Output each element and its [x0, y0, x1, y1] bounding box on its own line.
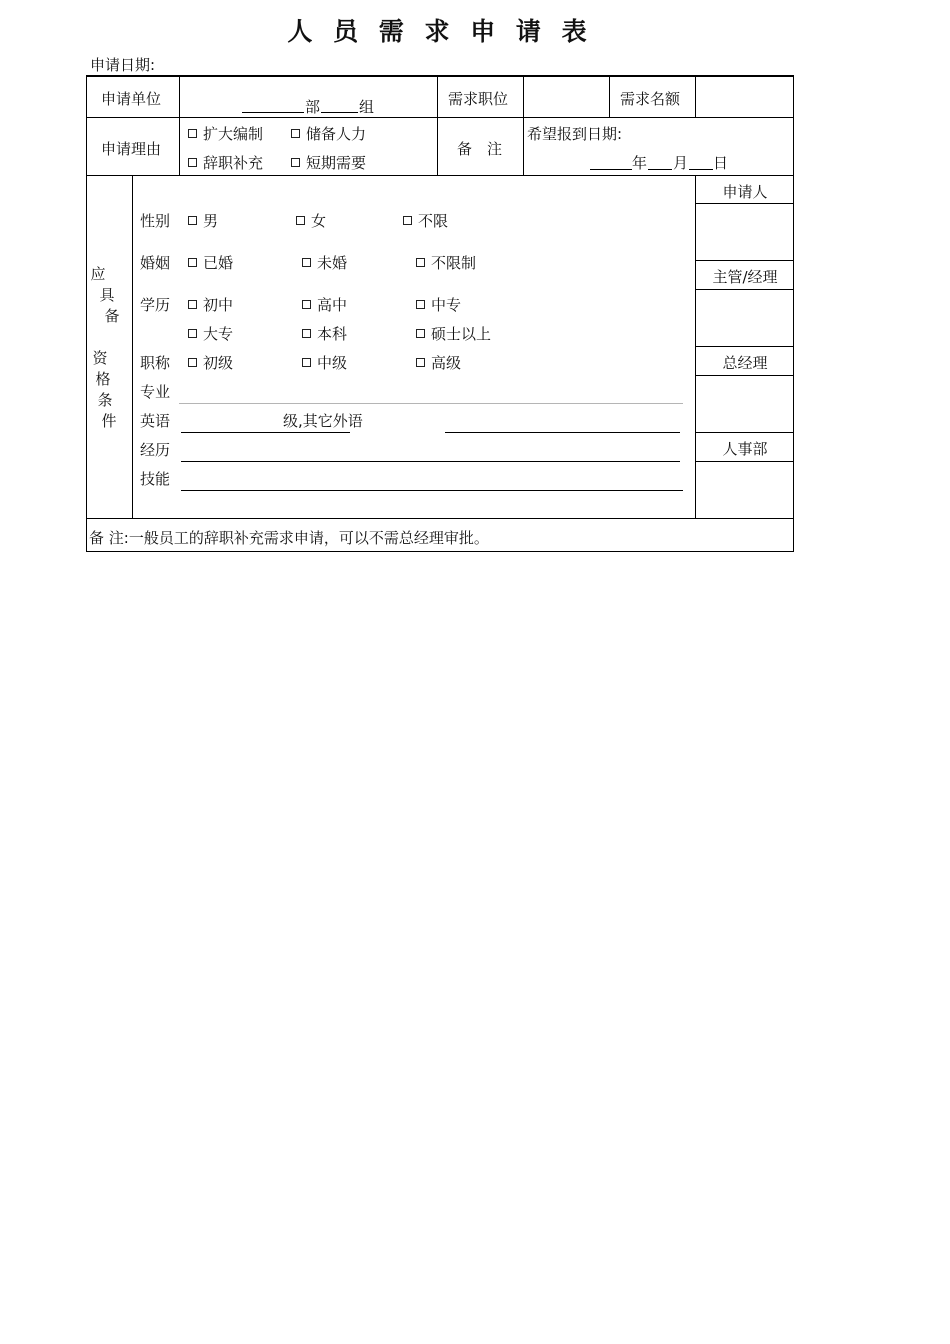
option-label: 大专	[203, 325, 234, 343]
checkbox-icon	[188, 300, 197, 309]
checkbox-icon	[291, 158, 300, 167]
english-level-field[interactable]	[181, 432, 350, 433]
day-suffix: 日	[713, 154, 729, 172]
section-char: 具	[99, 286, 115, 304]
education-option[interactable]	[416, 294, 461, 315]
marriage-label: 婚姻	[140, 254, 171, 272]
apply-unit-label: 申请单位	[101, 90, 162, 108]
section-char: 格	[95, 370, 111, 388]
dept-suffix: 部	[305, 98, 321, 116]
checkbox-icon	[188, 158, 197, 167]
experience-field[interactable]	[181, 461, 680, 462]
reason-option[interactable]	[291, 123, 366, 144]
checkbox-icon	[416, 358, 425, 367]
dept-blank[interactable]	[242, 112, 304, 113]
option-label: 男	[203, 212, 219, 230]
approval-supervisor: 主管/经理	[712, 268, 778, 286]
gender-option[interactable]	[403, 210, 448, 231]
checkbox-icon	[403, 216, 412, 225]
checkbox-icon	[296, 216, 305, 225]
section-char: 条	[97, 391, 113, 409]
option-label: 女	[311, 212, 327, 230]
form-title: 人 员 需 求 申 请 表	[287, 17, 593, 46]
reason-label: 申请理由	[101, 140, 162, 158]
option-label: 已婚	[203, 254, 234, 272]
expected-date-label: 希望报到日期:	[527, 125, 623, 143]
checkbox-icon	[416, 300, 425, 309]
year-blank[interactable]	[590, 169, 632, 170]
english-label: 英语	[140, 412, 171, 430]
checkbox-icon	[302, 358, 311, 367]
checkbox-icon	[416, 329, 425, 338]
checkbox-icon	[416, 258, 425, 267]
education-option[interactable]	[188, 323, 233, 344]
gender-label: 性别	[140, 212, 171, 230]
section-char: 备	[104, 307, 120, 325]
remark-label: 备 注	[457, 140, 503, 158]
year-suffix: 年	[632, 154, 648, 172]
major-label: 专业	[140, 383, 171, 401]
month-blank[interactable]	[648, 169, 672, 170]
reason-option-label: 储备人力	[306, 125, 367, 143]
education-label: 学历	[140, 296, 171, 314]
reason-option[interactable]	[188, 123, 263, 144]
option-label: 高级	[431, 354, 462, 372]
reason-option[interactable]	[291, 152, 366, 173]
checkbox-icon	[302, 258, 311, 267]
checkbox-icon	[188, 329, 197, 338]
reason-option-label: 短期需要	[306, 154, 367, 172]
option-label: 中专	[431, 296, 462, 314]
approval-applicant: 申请人	[722, 183, 768, 201]
checkbox-icon	[188, 358, 197, 367]
education-option[interactable]	[302, 323, 347, 344]
day-blank[interactable]	[689, 169, 713, 170]
group-blank[interactable]	[321, 112, 358, 113]
marriage-option[interactable]	[302, 252, 347, 273]
apply-date-label: 申请日期:	[90, 56, 156, 74]
checkbox-icon	[302, 329, 311, 338]
section-char: 应	[90, 265, 106, 283]
group-suffix: 组	[359, 98, 375, 116]
education-option[interactable]	[302, 294, 347, 315]
checkbox-icon	[188, 216, 197, 225]
general-manager-signature-field[interactable]	[696, 377, 792, 431]
gender-option[interactable]	[296, 210, 326, 231]
major-field[interactable]	[179, 403, 683, 404]
reason-option[interactable]	[188, 152, 263, 173]
quota-field[interactable]	[696, 77, 792, 116]
applicant-signature-field[interactable]	[696, 205, 792, 259]
option-label: 初中	[203, 296, 234, 314]
education-option[interactable]	[416, 323, 491, 344]
position-field[interactable]	[524, 77, 608, 116]
title-level-option[interactable]	[416, 352, 461, 373]
option-label: 不限	[418, 212, 449, 230]
option-label: 未婚	[317, 254, 348, 272]
option-label: 初级	[203, 354, 234, 372]
reason-option-label: 扩大编制	[203, 125, 264, 143]
title-level-label: 职称	[140, 354, 171, 372]
gender-option[interactable]	[188, 210, 218, 231]
option-label: 硕士以上	[431, 325, 492, 343]
title-level-option[interactable]	[302, 352, 347, 373]
option-label: 本科	[317, 325, 348, 343]
section-char: 资	[92, 349, 108, 367]
education-option[interactable]	[188, 294, 233, 315]
checkbox-icon	[291, 129, 300, 138]
skills-label: 技能	[140, 470, 171, 488]
option-label: 中级	[317, 354, 348, 372]
checkbox-icon	[188, 258, 197, 267]
checkbox-icon	[188, 129, 197, 138]
footer-note: 备 注:一般员工的辞职补充需求申请，可以不需总经理审批。	[89, 529, 489, 547]
experience-label: 经历	[140, 441, 171, 459]
title-level-option[interactable]	[188, 352, 233, 373]
english-level-text: 级,其它外语	[283, 412, 363, 430]
supervisor-signature-field[interactable]	[696, 291, 792, 345]
marriage-option[interactable]	[416, 252, 476, 273]
position-label: 需求职位	[448, 90, 509, 108]
option-label: 高中	[317, 296, 348, 314]
skills-field[interactable]	[181, 490, 683, 491]
hr-signature-field[interactable]	[696, 463, 792, 517]
section-char: 件	[101, 412, 117, 430]
approval-general-manager: 总经理	[722, 354, 768, 372]
month-suffix: 月	[673, 154, 689, 172]
approval-hr: 人事部	[722, 440, 768, 458]
option-label: 不限制	[431, 254, 477, 272]
quota-label: 需求名额	[620, 90, 681, 108]
reason-option-label: 辞职补充	[203, 154, 264, 172]
other-language-field[interactable]	[445, 432, 680, 433]
marriage-option[interactable]	[188, 252, 233, 273]
checkbox-icon	[302, 300, 311, 309]
